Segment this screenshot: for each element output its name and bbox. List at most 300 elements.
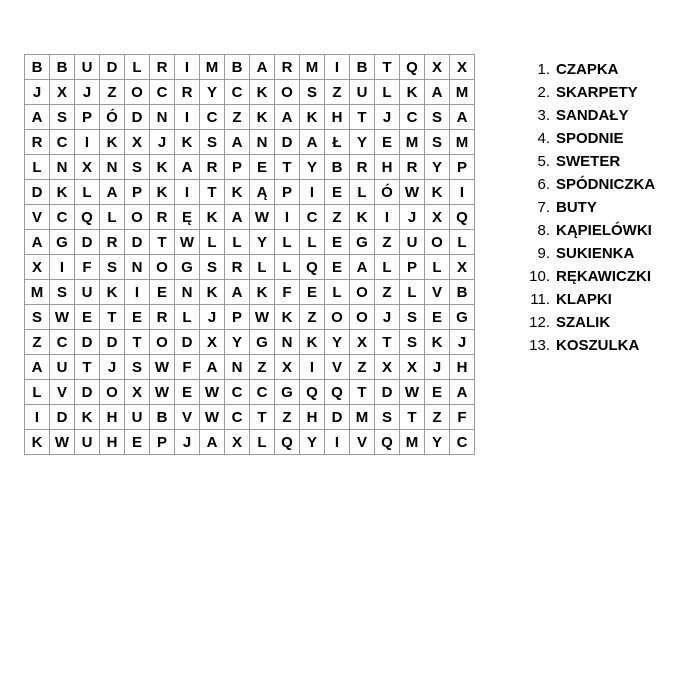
grid-cell[interactable]: C [250,380,274,404]
grid-cell[interactable]: W [400,380,424,404]
grid-cell[interactable]: I [175,105,199,129]
grid-cell[interactable]: H [375,155,399,179]
grid-cell[interactable]: L [25,380,49,404]
grid-cell[interactable]: G [350,230,374,254]
grid-cell[interactable]: X [350,330,374,354]
grid-cell[interactable]: O [150,255,174,279]
grid-cell[interactable]: M [450,80,474,104]
grid-cell[interactable]: E [325,255,349,279]
grid-cell[interactable]: F [75,255,99,279]
grid-cell[interactable]: L [200,230,224,254]
grid-cell[interactable]: G [275,380,299,404]
grid-cell[interactable]: J [200,305,224,329]
grid-cell[interactable]: O [350,280,374,304]
word-number: 13. [529,337,550,354]
grid-cell[interactable]: R [150,305,174,329]
grid-cell[interactable]: N [175,280,199,304]
grid-cell[interactable]: X [25,255,49,279]
grid-cell[interactable]: C [450,430,474,454]
word-text: SZALIK [556,314,611,331]
grid-cell[interactable]: V [175,405,199,429]
grid-cell[interactable]: H [450,355,474,379]
grid-cell[interactable]: J [175,430,199,454]
grid-cell[interactable]: E [150,280,174,304]
grid-cell[interactable]: Y [300,430,324,454]
grid-cell[interactable]: Z [425,405,449,429]
grid-cell[interactable]: A [450,105,474,129]
grid-cell[interactable]: A [200,355,224,379]
word-list-item [522,127,655,150]
grid-cell[interactable]: D [75,380,99,404]
grid-cell[interactable]: Z [225,105,249,129]
grid-cell[interactable]: T [250,405,274,429]
grid-cell[interactable]: K [300,330,324,354]
grid-cell[interactable]: J [450,330,474,354]
grid-cell[interactable]: D [75,330,99,354]
grid-cell[interactable]: Z [100,80,124,104]
grid-cell[interactable]: B [225,55,249,79]
grid-cell[interactable]: P [225,305,249,329]
grid-cell[interactable]: I [275,205,299,229]
grid-cell[interactable]: Y [200,80,224,104]
grid-cell[interactable]: W [50,430,74,454]
grid-cell[interactable]: S [100,255,124,279]
grid-cell[interactable]: H [100,405,124,429]
grid-cell[interactable]: L [225,230,249,254]
grid-cell[interactable]: I [125,280,149,304]
grid-cell[interactable]: D [100,330,124,354]
grid-cell[interactable]: U [75,430,99,454]
grid-cell[interactable]: P [275,180,299,204]
grid-cell[interactable]: D [125,105,149,129]
grid-cell[interactable]: R [25,130,49,154]
grid-cell[interactable]: U [400,230,424,254]
grid-cell[interactable]: K [100,130,124,154]
grid-cell[interactable]: I [450,180,474,204]
grid-cell[interactable]: N [125,255,149,279]
grid-cell[interactable]: P [450,155,474,179]
grid-cell[interactable]: X [125,130,149,154]
grid-cell[interactable]: V [325,355,349,379]
grid-cell[interactable]: E [425,305,449,329]
word-text: SANDAŁY [556,107,629,124]
grid-cell[interactable]: N [100,155,124,179]
grid-cell[interactable]: R [150,55,174,79]
grid-cell[interactable]: G [50,230,74,254]
grid-cell[interactable]: S [125,355,149,379]
grid-cell[interactable]: V [25,205,49,229]
grid-cell[interactable]: A [225,205,249,229]
grid-cell[interactable]: L [275,230,299,254]
grid-cell[interactable]: T [200,180,224,204]
grid-cell[interactable]: X [400,355,424,379]
grid-cell[interactable]: K [200,280,224,304]
grid-cell[interactable]: J [75,80,99,104]
grid-cell[interactable]: O [125,205,149,229]
grid-cell[interactable]: I [325,430,349,454]
grid-cell[interactable]: E [325,180,349,204]
grid-cell[interactable]: H [325,105,349,129]
grid-cell[interactable]: R [175,80,199,104]
grid-cell[interactable]: Q [375,430,399,454]
grid-cell[interactable]: E [75,305,99,329]
grid-cell[interactable]: F [450,405,474,429]
grid-cell[interactable]: N [275,330,299,354]
grid-cell[interactable]: U [50,355,74,379]
grid-cell[interactable]: P [75,105,99,129]
grid-cell[interactable]: D [100,55,124,79]
grid-cell[interactable]: U [75,55,99,79]
grid-cell[interactable]: S [50,280,74,304]
grid-cell[interactable]: K [50,180,74,204]
grid-cell[interactable]: Z [375,280,399,304]
grid-cell[interactable]: M [350,405,374,429]
grid-cell[interactable]: W [250,205,274,229]
word-list [522,58,655,357]
grid-cell[interactable]: R [200,155,224,179]
grid-cell[interactable]: C [225,80,249,104]
grid-cell[interactable]: S [425,130,449,154]
grid-cell[interactable]: Y [250,230,274,254]
grid-cell[interactable]: T [150,230,174,254]
grid-cell[interactable]: K [25,430,49,454]
grid-cell[interactable]: T [350,380,374,404]
grid-cell[interactable]: G [175,255,199,279]
grid-cell[interactable]: K [425,180,449,204]
grid-cell[interactable]: C [225,405,249,429]
grid-cell[interactable]: K [250,80,274,104]
grid-cell[interactable]: I [300,180,324,204]
grid-cell[interactable]: D [25,180,49,204]
grid-cell[interactable]: T [400,405,424,429]
grid-cell[interactable]: L [325,280,349,304]
word-list-item [522,242,655,265]
grid-cell[interactable]: A [450,380,474,404]
grid-cell[interactable]: A [100,180,124,204]
grid-cell[interactable]: C [200,105,224,129]
grid-cell[interactable]: S [375,405,399,429]
grid-cell[interactable]: I [75,130,99,154]
grid-cell[interactable]: L [100,205,124,229]
grid-cell[interactable]: I [300,355,324,379]
grid-cell[interactable]: W [150,355,174,379]
grid-cell[interactable]: L [425,255,449,279]
grid-cell[interactable]: D [325,405,349,429]
grid-cell[interactable]: E [250,155,274,179]
grid-cell[interactable]: L [400,280,424,304]
grid-cell[interactable]: K [75,405,99,429]
grid-cell[interactable]: T [375,330,399,354]
grid-cell[interactable]: R [150,205,174,229]
grid-cell[interactable]: W [200,380,224,404]
grid-cell[interactable]: X [375,355,399,379]
grid-cell[interactable]: N [250,130,274,154]
grid-cell[interactable]: L [25,155,49,179]
grid-cell[interactable]: Q [300,255,324,279]
grid-cell[interactable]: R [275,55,299,79]
grid-cell[interactable]: T [375,55,399,79]
grid-cell[interactable]: J [25,80,49,104]
grid-cell[interactable]: Ą [250,180,274,204]
grid-cell[interactable]: L [375,255,399,279]
grid-cell[interactable]: K [425,330,449,354]
grid-cell[interactable]: X [425,55,449,79]
grid-cell[interactable]: Q [325,380,349,404]
grid-cell[interactable]: Y [325,330,349,354]
grid-cell[interactable]: X [75,155,99,179]
grid-cell[interactable]: N [150,105,174,129]
grid-cell[interactable]: Z [300,305,324,329]
grid-cell[interactable]: Ł [325,130,349,154]
grid-cell[interactable]: Z [350,355,374,379]
grid-cell[interactable]: K [175,130,199,154]
grid-cell[interactable]: J [425,355,449,379]
grid-cell[interactable]: X [450,255,474,279]
grid-cell[interactable]: O [100,380,124,404]
grid-cell[interactable]: Z [275,405,299,429]
grid-cell[interactable]: M [200,55,224,79]
grid-cell[interactable]: A [425,80,449,104]
grid-cell[interactable]: E [175,380,199,404]
grid-cell[interactable]: S [300,80,324,104]
grid-cell[interactable]: X [275,355,299,379]
grid-cell[interactable]: A [25,355,49,379]
grid-cell[interactable]: Y [350,130,374,154]
grid-cell[interactable]: X [225,430,249,454]
grid-cell[interactable]: J [150,130,174,154]
grid-cell[interactable]: V [425,280,449,304]
grid-cell[interactable]: K [275,305,299,329]
grid-cell[interactable]: C [150,80,174,104]
word-text: RĘKAWICZKI [556,268,651,285]
grid-cell[interactable]: X [425,205,449,229]
grid-cell[interactable]: U [125,405,149,429]
grid-cell[interactable]: L [250,255,274,279]
grid-cell[interactable]: L [250,430,274,454]
grid-cell[interactable]: X [450,55,474,79]
grid-cell[interactable]: I [50,255,74,279]
grid-cell[interactable]: B [150,405,174,429]
grid-cell[interactable]: Z [375,230,399,254]
grid-cell[interactable]: J [400,205,424,229]
grid-cell[interactable]: F [275,280,299,304]
grid-cell[interactable]: G [250,330,274,354]
grid-cell[interactable]: S [50,105,74,129]
grid-cell[interactable]: W [400,180,424,204]
grid-cell[interactable]: I [25,405,49,429]
grid-cell[interactable]: I [375,205,399,229]
word-text: KOSZULKA [556,337,640,354]
grid-cell[interactable]: O [325,305,349,329]
grid-cell[interactable]: K [150,180,174,204]
grid-cell[interactable]: O [350,305,374,329]
grid-cell[interactable]: C [300,205,324,229]
grid-cell[interactable]: R [350,155,374,179]
grid-cell[interactable]: T [350,105,374,129]
grid-cell[interactable]: G [450,305,474,329]
grid-cell[interactable]: N [50,155,74,179]
grid-cell[interactable]: W [50,305,74,329]
grid-cell[interactable]: Q [450,205,474,229]
grid-cell[interactable]: S [125,155,149,179]
grid-cell[interactable]: Y [225,330,249,354]
word-number: 4. [537,130,550,147]
grid-cell[interactable]: F [175,355,199,379]
grid-cell[interactable]: J [375,105,399,129]
grid-cell[interactable]: O [425,230,449,254]
grid-cell[interactable]: C [50,205,74,229]
grid-cell[interactable]: C [400,105,424,129]
grid-cell[interactable]: T [125,330,149,354]
grid-cell[interactable]: N [225,355,249,379]
grid-cell[interactable]: O [125,80,149,104]
grid-cell[interactable]: T [75,355,99,379]
grid-cell[interactable]: Q [75,205,99,229]
grid-cell[interactable]: A [250,55,274,79]
grid-cell[interactable]: K [150,155,174,179]
grid-cell[interactable]: D [125,230,149,254]
grid-cell[interactable]: L [300,230,324,254]
grid-cell[interactable]: D [75,230,99,254]
grid-cell[interactable]: E [425,380,449,404]
grid-cell[interactable]: A [350,255,374,279]
grid-cell[interactable]: A [300,130,324,154]
grid-cell[interactable]: P [125,180,149,204]
grid-cell[interactable]: X [125,380,149,404]
grid-cell[interactable]: I [175,180,199,204]
grid-cell[interactable]: S [25,305,49,329]
grid-cell[interactable]: A [200,430,224,454]
grid-cell[interactable]: M [400,430,424,454]
grid-cell[interactable]: L [175,305,199,329]
grid-cell[interactable]: H [300,405,324,429]
grid-cell[interactable]: W [150,380,174,404]
grid-cell[interactable]: T [100,305,124,329]
grid-cell[interactable]: O [150,330,174,354]
grid-cell[interactable]: S [200,130,224,154]
grid-cell[interactable]: L [125,55,149,79]
grid-cell[interactable]: D [375,380,399,404]
grid-cell[interactable]: L [350,180,374,204]
grid-cell[interactable]: K [100,280,124,304]
grid-cell[interactable]: Y [425,430,449,454]
grid-cell[interactable]: A [25,105,49,129]
grid-cell[interactable]: E [325,230,349,254]
grid-cell[interactable]: H [100,430,124,454]
grid-cell[interactable]: B [450,280,474,304]
grid-cell[interactable]: Z [250,355,274,379]
grid-cell[interactable]: T [275,155,299,179]
grid-cell[interactable]: K [250,280,274,304]
grid-cell[interactable]: R [225,255,249,279]
grid-cell[interactable]: B [350,55,374,79]
grid-cell[interactable]: V [50,380,74,404]
grid-cell[interactable]: A [225,280,249,304]
grid-cell[interactable]: P [150,430,174,454]
grid-cell[interactable]: L [275,255,299,279]
grid-cell[interactable]: D [275,130,299,154]
grid-cell[interactable]: A [225,130,249,154]
grid-cell[interactable]: Z [25,330,49,354]
word-list-item [522,196,655,219]
grid-cell[interactable]: Ó [100,105,124,129]
grid-cell[interactable]: P [400,255,424,279]
grid-cell[interactable]: K [350,205,374,229]
grid-cell[interactable]: J [375,305,399,329]
grid-cell[interactable]: K [200,205,224,229]
grid-cell[interactable]: B [325,155,349,179]
grid-cell[interactable]: E [375,130,399,154]
grid-cell[interactable]: C [50,330,74,354]
grid-cell[interactable]: W [175,230,199,254]
grid-cell[interactable]: M [300,55,324,79]
grid-cell[interactable]: I [325,55,349,79]
grid-cell[interactable]: Z [325,80,349,104]
grid-cell[interactable]: I [175,55,199,79]
grid-cell[interactable]: W [200,405,224,429]
grid-cell[interactable]: Q [275,430,299,454]
grid-cell[interactable]: O [275,80,299,104]
grid-cell[interactable]: R [400,155,424,179]
grid-cell[interactable]: U [350,80,374,104]
grid-cell[interactable]: K [250,105,274,129]
grid-cell[interactable]: A [25,230,49,254]
grid-cell[interactable]: Y [425,155,449,179]
grid-cell[interactable]: D [50,405,74,429]
grid-cell[interactable]: S [425,105,449,129]
grid-cell[interactable]: L [375,80,399,104]
grid-cell[interactable]: L [450,230,474,254]
grid-cell[interactable]: E [300,280,324,304]
grid-cell[interactable]: D [175,330,199,354]
grid-cell[interactable]: Q [300,380,324,404]
grid-cell[interactable]: S [400,305,424,329]
grid-cell[interactable]: P [225,155,249,179]
grid-cell[interactable]: R [100,230,124,254]
grid-cell[interactable]: U [75,280,99,304]
grid-cell[interactable]: C [225,380,249,404]
grid-cell[interactable]: Ę [175,205,199,229]
grid-cell[interactable]: E [125,430,149,454]
grid-cell[interactable]: X [50,80,74,104]
grid-cell[interactable]: B [50,55,74,79]
grid-cell[interactable]: Q [400,55,424,79]
grid-cell[interactable]: M [450,130,474,154]
grid-cell[interactable]: Ó [375,180,399,204]
grid-cell[interactable]: E [125,305,149,329]
grid-cell[interactable]: Z [325,205,349,229]
word-list-item [522,173,655,196]
grid-cell[interactable]: M [400,130,424,154]
grid-cell[interactable]: V [350,430,374,454]
grid-cell[interactable]: K [300,105,324,129]
grid-cell[interactable]: J [100,355,124,379]
grid-cell[interactable]: X [200,330,224,354]
grid-cell[interactable]: Y [300,155,324,179]
word-text: KĄPIELÓWKI [556,222,652,239]
grid-cell[interactable]: S [200,255,224,279]
grid-cell[interactable]: K [225,180,249,204]
grid-cell[interactable]: C [50,130,74,154]
grid-cell[interactable]: M [25,280,49,304]
grid-cell[interactable]: A [275,105,299,129]
grid-cell[interactable]: B [25,55,49,79]
grid-cell[interactable]: W [250,305,274,329]
grid-cell[interactable]: L [75,180,99,204]
grid-cell[interactable]: A [175,155,199,179]
grid-cell[interactable]: S [400,330,424,354]
grid-cell[interactable]: K [400,80,424,104]
